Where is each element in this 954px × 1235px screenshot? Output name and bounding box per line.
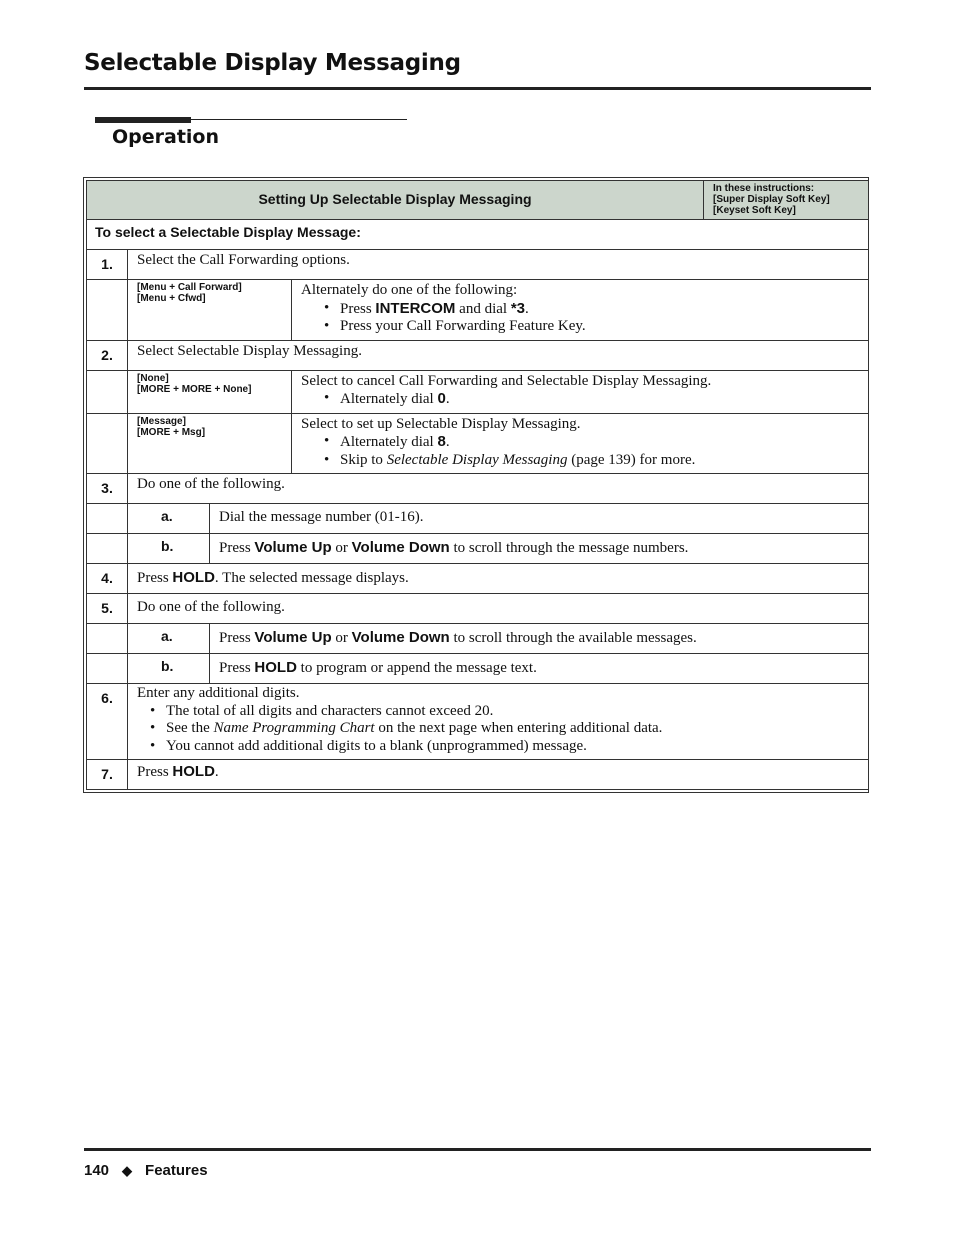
soft-key-cell <box>128 413 292 474</box>
list-item: • You cannot add additional digits to a blank (unprogrammed) message. <box>141 738 859 756</box>
soft-key-label: [Message] <box>137 415 186 427</box>
legend-line: [Keyset Soft Key] <box>713 205 796 216</box>
step-number: 6. <box>87 684 128 760</box>
instruction-cell <box>292 280 869 341</box>
empty-cell <box>87 624 128 654</box>
step-number: 4. <box>87 564 128 594</box>
substep-text: Press Volume Up or Volume Down to scroll through the available messages. <box>210 624 869 654</box>
table-row <box>87 250 869 280</box>
table-row <box>87 413 869 474</box>
table-row <box>87 474 869 504</box>
legend-line: [Super Display Soft Key] <box>713 194 830 205</box>
footer-section: Features <box>145 1162 208 1179</box>
table-header-legend <box>704 181 869 220</box>
step-text: Enter any additional digits. <box>137 685 300 701</box>
table-header-row <box>87 181 869 220</box>
soft-key-label: [Menu + Call Forward] <box>137 282 242 293</box>
section-title: Operation <box>112 126 220 148</box>
bullet-list <box>301 390 859 409</box>
page-title: Selectable Display Messaging <box>84 50 461 76</box>
instruction-text: Select to set up Selectable Display Messaging. <box>301 415 581 432</box>
bullet-list <box>137 703 859 756</box>
step-number: 1. <box>87 250 128 280</box>
footer-divider <box>84 1148 871 1151</box>
table-row <box>87 760 869 790</box>
procedure-table <box>83 177 869 793</box>
table-header-title: Setting Up Selectable Display Messaging <box>87 181 704 220</box>
soft-key-label: [MORE + Msg] <box>137 426 206 438</box>
table-row <box>87 504 869 534</box>
step-number: 7. <box>87 760 128 790</box>
step-text: Select Selectable Display Messaging. <box>128 340 869 370</box>
list-item: • Alternately dial 0. <box>315 390 859 409</box>
empty-cell <box>87 654 128 684</box>
soft-key-label: [MORE + MORE + None] <box>137 383 252 395</box>
soft-key-label: [Menu + Cfwd] <box>137 293 206 304</box>
empty-cell <box>87 534 128 564</box>
list-item: • Alternately dial 8. <box>315 433 859 452</box>
substep-text: Dial the message number (01-16). <box>210 504 869 534</box>
chart-reference: Name Programming Chart <box>213 720 375 736</box>
soft-key-cell <box>128 280 292 341</box>
page-number: 140 <box>84 1162 110 1179</box>
list-item: • Press your Call Forwarding Feature Key. <box>315 318 859 336</box>
step-text: Press HOLD. The selected message displays. <box>128 564 869 594</box>
empty-cell <box>87 504 128 534</box>
legend-line: In these instructions: <box>713 183 815 194</box>
section-rule-thin <box>191 119 407 120</box>
step-text: Do one of the following. <box>128 474 869 504</box>
empty-cell <box>87 280 128 341</box>
substep-label: a. <box>128 504 210 534</box>
step-text: Do one of the following. <box>128 594 869 624</box>
instruction-cell <box>292 370 869 413</box>
table-row <box>87 340 869 370</box>
step-text: Select the Call Forwarding options. <box>128 250 869 280</box>
list-item: • See the Name Programming Chart on the next page when entering additional data. <box>141 720 859 738</box>
section-label: To select a Selectable Display Message: <box>87 220 869 250</box>
substep-label: b. <box>128 534 210 564</box>
diamond-icon: ◆ <box>122 1163 133 1178</box>
list-item: • The total of all digits and characters cannot exceed 20. <box>141 703 859 721</box>
bullet-list <box>301 300 859 336</box>
soft-key-cell <box>128 370 292 413</box>
list-item: • Skip to Selectable Display Messaging (page 139) for more. <box>315 452 859 470</box>
page-reference: Selectable Display Messaging <box>386 451 568 468</box>
empty-cell <box>87 413 128 474</box>
section-rule-thick <box>95 117 191 123</box>
instruction-cell <box>292 413 869 474</box>
soft-key-label: [None] <box>137 372 169 384</box>
title-divider <box>84 87 871 90</box>
table-row <box>87 534 869 564</box>
instruction-cell <box>128 684 869 760</box>
instruction-text: Alternately do one of the following: <box>301 282 518 298</box>
empty-cell <box>87 370 128 413</box>
table-row <box>87 684 869 760</box>
step-number: 3. <box>87 474 128 504</box>
bullet-list <box>301 433 859 469</box>
section-row <box>87 220 869 250</box>
list-item: • Press INTERCOM and dial *3. <box>315 300 859 319</box>
substep-label: a. <box>128 624 210 654</box>
table-row <box>87 654 869 684</box>
table-row <box>87 370 869 413</box>
table-row <box>87 594 869 624</box>
table-row <box>87 280 869 341</box>
instruction-text: Select to cancel Call Forwarding and Selectable Display Messaging. <box>301 372 712 389</box>
page-footer <box>84 1162 208 1179</box>
substep-text: Press Volume Up or Volume Down to scroll through the message numbers. <box>210 534 869 564</box>
substep-label: b. <box>128 654 210 684</box>
table-row <box>87 624 869 654</box>
step-number: 2. <box>87 340 128 370</box>
step-text: Press HOLD. <box>128 760 869 790</box>
step-number: 5. <box>87 594 128 624</box>
substep-text: Press HOLD to program or append the message text. <box>210 654 869 684</box>
table-row <box>87 564 869 594</box>
